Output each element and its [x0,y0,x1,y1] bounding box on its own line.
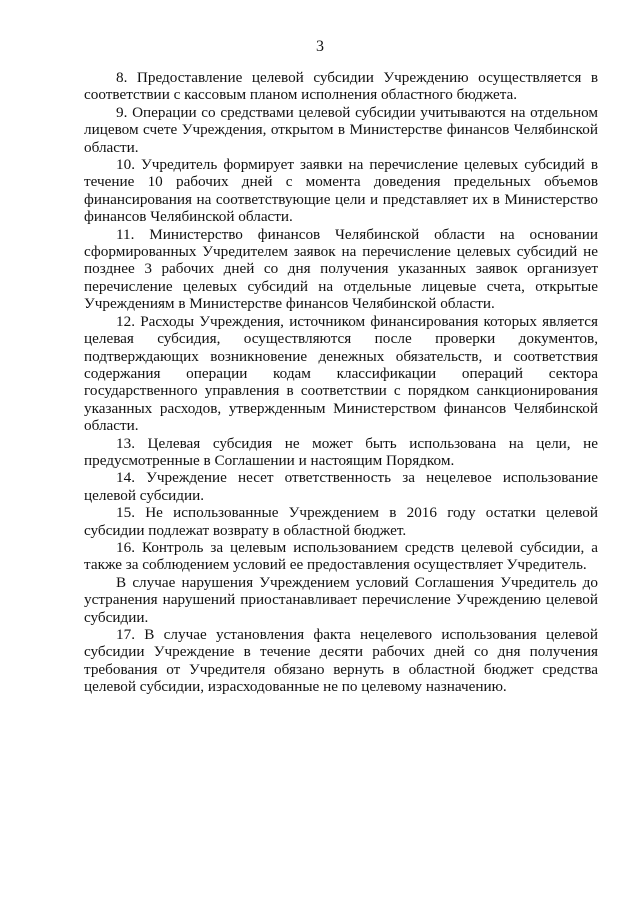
page-number: 3 [316,38,324,55]
paragraph-14: 14. Учреждение несет ответственность за нецелевое использование целевой субсидии. [84,469,598,504]
paragraph-8: 8. Предоставление целевой субсидии Учреждению осуществляется в соответствии с кассовым планом исполнения областного бюджета. [84,69,598,104]
paragraph-9: 9. Операции со средствами целевой субсидии учитываются на отдельном лицевом счете Учреждения, открытом в Министерстве финансов Челябинской области. [84,103,598,156]
paragraph-17: 17. В случае установления факта нецелевого использования целевой субсидии Учреждение в течение десяти рабочих дней со дня получения требования от Учредителя обязано вернуть в областной бюджет средства целевой субсидии, израсходованные не по целевому назначению. [84,626,598,696]
document-body [84,69,598,696]
paragraph-16: 16. Контроль за целевым использованием средств целевой субсидии, а также за соблюдением условий ее предоставления осуществляет Учредитель. [84,538,598,574]
paragraph-15: 15. Не использованные Учреждением в 2016 году остатки целевой субсидии подлежат возврату в областной бюджет. [84,504,598,539]
paragraph-12: 12. Расходы Учреждения, источником финансирования которых является целевая субсидия, осуществляются после проверки документов, подтверждающих возникновение денежных обязательств, и соответствия содержания операции кодам классификации операций сектора государственного управления в соответствии с порядком санкционирования указанных расходов, утвержденным Министерством финансов Челябинской области. [84,312,598,435]
paragraph-16-violation: В случае нарушения Учреждением условий Соглашения Учредитель до устранения нарушений приостанавливает перечисление Учреждению целевой субсидии. [84,573,598,626]
paragraph-13: 13. Целевая субсидия не может быть использована на цели, не предусмотренные в Соглашении и настоящим Порядком. [84,434,598,469]
paragraph-10: 10. Учредитель формирует заявки на перечисление целевых субсидий в течение 10 рабочих дней с момента доведения предельных объемов финансирования на соответствующие цели и представляет их в Министерство финансов Челябинской области. [84,156,598,226]
paragraph-11: 11. Министерство финансов Челябинской области на основании сформированных Учредителем заявок на перечисление целевых субсидий не позднее 3 рабочих дней со дня получения указанных заявок организует перечисление целевых субсидий на отдельные лицевые счета, открытые Учреждениям в Министерстве финансов Челябинской области. [84,225,598,313]
